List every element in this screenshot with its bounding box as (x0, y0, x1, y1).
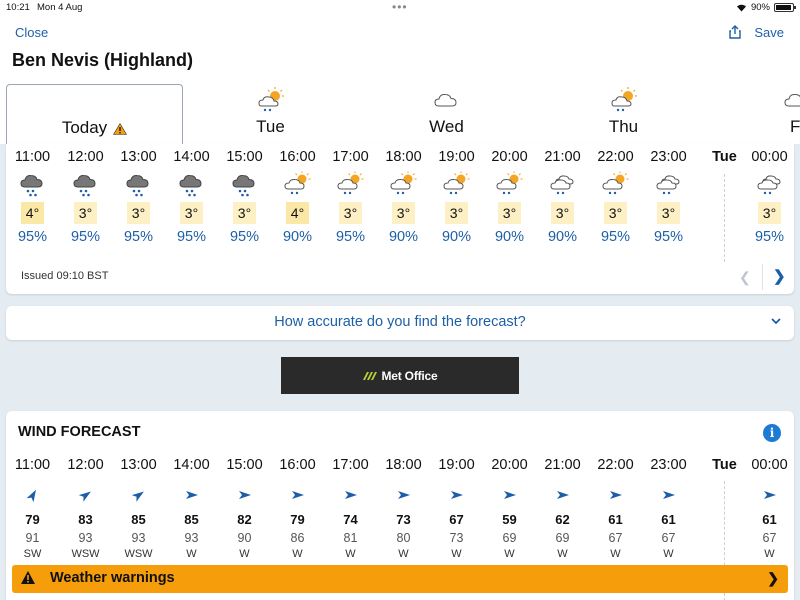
hour-label: 12:00 (67, 457, 104, 473)
wind-direction: W (292, 548, 303, 560)
wind-speed: 67 (661, 531, 676, 545)
precipitation-chance: 95% (653, 229, 684, 245)
wind-gust: 73 (396, 512, 411, 527)
met-office-banner[interactable] (281, 357, 519, 394)
wind-direction: W (610, 548, 621, 560)
hour-column (324, 149, 377, 245)
save-button[interactable]: Save (754, 25, 784, 40)
wind-direction-arrow-icon (536, 488, 589, 504)
met-office-logo-icon (362, 371, 378, 381)
wind-speed: 67 (762, 531, 777, 545)
hour-column (165, 149, 218, 245)
temperature: 3° (604, 202, 627, 224)
wind-direction-arrow-icon (112, 488, 165, 504)
chevron-down-icon (770, 315, 782, 327)
wind-gust: 85 (131, 512, 146, 527)
temperature: 3° (758, 202, 781, 224)
met-office-label: Met Office (381, 368, 438, 383)
temperature: 3° (339, 202, 362, 224)
status-time: 10:21 (6, 2, 30, 13)
wind-speed: 80 (396, 531, 411, 545)
nav-separator (762, 264, 763, 290)
wind-speed: 91 (25, 531, 40, 545)
wind-column (165, 457, 218, 560)
wind-column (59, 457, 112, 560)
hour-label: 22:00 (597, 457, 634, 473)
hour-label: 18:00 (385, 457, 422, 473)
day-divider (724, 174, 725, 262)
tab-tue[interactable] (182, 84, 359, 144)
wind-direction: W (504, 548, 515, 560)
wind-speed: 81 (343, 531, 358, 545)
sun-cloud-rain-icon (255, 86, 287, 114)
precipitation-chance: 90% (494, 229, 525, 245)
hour-label: 18:00 (385, 149, 422, 165)
temperature: 3° (445, 202, 468, 224)
hour-label: 17:00 (332, 457, 369, 473)
weather-warnings-bar[interactable] (12, 565, 788, 593)
wind-speed: 86 (290, 531, 305, 545)
wifi-icon (736, 3, 747, 12)
hour-column (6, 149, 59, 245)
wind-direction: W (239, 548, 250, 560)
precipitation-chance: 95% (70, 229, 101, 245)
hour-label: 12:00 (67, 149, 104, 165)
wind-direction-arrow-icon (324, 488, 377, 504)
wind-direction-arrow-icon (271, 488, 324, 504)
wind-direction-arrow-icon (589, 488, 642, 504)
hour-column (589, 149, 642, 245)
hour-label: 17:00 (332, 149, 369, 165)
heavy-rain-cloud-icon (59, 171, 112, 199)
wind-column (589, 457, 642, 560)
tab-thu[interactable] (535, 84, 712, 144)
tab-fri[interactable] (711, 84, 800, 144)
hour-label: 00:00 (751, 457, 788, 473)
location-title: Ben Nevis (Highland) (12, 50, 194, 70)
wind-gust: 61 (762, 512, 777, 527)
hour-label: 00:00 (751, 149, 788, 165)
cloud-icon (783, 90, 800, 110)
share-icon[interactable] (728, 25, 742, 39)
hour-column (743, 149, 796, 245)
hour-column (271, 149, 324, 245)
wind-gust: 79 (290, 512, 305, 527)
precipitation-chance: 95% (123, 229, 154, 245)
issued-time: Issued 09:10 BST (21, 270, 109, 282)
status-bar (0, 0, 800, 16)
wind-column (483, 457, 536, 560)
hour-column (59, 149, 112, 245)
weather-warnings-label: Weather warnings (50, 570, 175, 586)
precipitation-chance: 90% (547, 229, 578, 245)
wind-direction: WSW (124, 548, 153, 560)
heavy-rain-cloud-icon (112, 171, 165, 199)
tab-wed-label: Wed (429, 117, 464, 136)
precipitation-chance: 95% (600, 229, 631, 245)
wind-direction: W (451, 548, 462, 560)
hour-label: 21:00 (544, 457, 581, 473)
status-right (736, 2, 794, 13)
precipitation-chance: 95% (335, 229, 366, 245)
temperature: 3° (498, 202, 521, 224)
accuracy-prompt: How accurate do you find the forecast? (274, 314, 526, 330)
hour-label: 15:00 (226, 457, 263, 473)
wind-direction-arrow-icon (59, 488, 112, 504)
sun-cloud-rain-icon (430, 171, 483, 199)
hour-column (218, 149, 271, 245)
wind-direction-arrow-icon (642, 488, 695, 504)
close-button[interactable]: Close (15, 25, 49, 40)
hour-column (642, 149, 695, 245)
wind-speed: 90 (237, 531, 252, 545)
wind-direction-arrow-icon (483, 488, 536, 504)
wind-gust: 59 (502, 512, 517, 527)
warning-icon (20, 570, 36, 585)
day-tabs (0, 84, 800, 144)
precipitation-chance: 90% (282, 229, 313, 245)
sun-cloud-rain-icon (377, 171, 430, 199)
hour-label: 16:00 (279, 149, 316, 165)
heavy-rain-cloud-icon (218, 171, 271, 199)
wind-speed: 93 (184, 531, 199, 545)
hour-label: 13:00 (120, 457, 157, 473)
hour-column (536, 149, 589, 245)
hour-label: 11:00 (14, 457, 51, 473)
wind-column (536, 457, 589, 560)
temperature: 3° (74, 202, 97, 224)
wind-speed: 73 (449, 531, 464, 545)
hour-label: 19:00 (438, 457, 475, 473)
hour-label: 19:00 (438, 149, 475, 165)
wind-gust: 61 (661, 512, 676, 527)
hour-label: 23:00 (650, 149, 687, 165)
hour-column (377, 149, 430, 245)
wind-direction-arrow-icon (743, 488, 796, 504)
wind-direction: WSW (71, 548, 100, 560)
cloud-rain-icon (536, 171, 589, 199)
wind-speed: 69 (502, 531, 517, 545)
wind-gust: 61 (608, 512, 623, 527)
sun-cloud-rain-icon (608, 86, 640, 114)
cloud-icon (433, 90, 461, 110)
wind-direction: W (345, 548, 356, 560)
hour-label: 14:00 (173, 149, 210, 165)
precipitation-chance: 95% (176, 229, 207, 245)
wind-column (430, 457, 483, 560)
wind-direction: W (186, 548, 197, 560)
precipitation-chance: 95% (229, 229, 260, 245)
heavy-rain-cloud-icon (6, 171, 59, 199)
wind-gust: 85 (184, 512, 199, 527)
tab-thu-label: Thu (608, 117, 639, 136)
hourly-forecast-card (6, 144, 794, 294)
wind-speed: 93 (131, 531, 146, 545)
wind-column (743, 457, 796, 560)
wind-direction: W (557, 548, 568, 560)
hour-label: 16:00 (279, 457, 316, 473)
precipitation-chance: 90% (441, 229, 472, 245)
heavy-rain-cloud-icon (165, 171, 218, 199)
wind-column (271, 457, 324, 560)
wind-direction: SW (23, 548, 42, 560)
wind-gust: 83 (78, 512, 93, 527)
scroll-left-button[interactable]: ❮ (739, 269, 751, 285)
precipitation-chance: 95% (754, 229, 785, 245)
wind-column (642, 457, 695, 560)
wind-gust: 62 (555, 512, 570, 527)
wind-direction-arrow-icon (165, 488, 218, 504)
temperature: 3° (127, 202, 150, 224)
hour-column (430, 149, 483, 245)
wind-forecast-title: WIND FORECAST (18, 424, 141, 440)
hour-label: 15:00 (226, 149, 263, 165)
day-label: Tue (712, 149, 737, 165)
info-icon[interactable]: i (763, 424, 781, 442)
tab-today[interactable] (6, 84, 183, 144)
hour-label: 20:00 (491, 457, 528, 473)
wind-speed: 93 (78, 531, 93, 545)
status-date: Mon 4 Aug (37, 2, 83, 13)
temperature: 3° (180, 202, 203, 224)
hour-label: 23:00 (650, 457, 687, 473)
wind-direction: W (398, 548, 409, 560)
wind-direction-arrow-icon (6, 488, 59, 504)
sun-cloud-rain-icon (483, 171, 536, 199)
wind-direction-arrow-icon (377, 488, 430, 504)
wind-column (218, 457, 271, 560)
temperature: 3° (657, 202, 680, 224)
wind-direction: W (764, 548, 775, 560)
accuracy-feedback[interactable] (6, 306, 794, 340)
header (0, 16, 800, 144)
temperature: 4° (286, 202, 309, 224)
tab-wed[interactable] (358, 84, 535, 144)
wind-gust: 74 (343, 512, 358, 527)
scroll-right-button[interactable]: ❯ (773, 268, 786, 285)
wind-column (6, 457, 59, 560)
wind-speed: 69 (555, 531, 570, 545)
wind-column (112, 457, 165, 560)
cloud-rain-icon (642, 171, 695, 199)
temperature: 4° (21, 202, 44, 224)
hour-column (112, 149, 165, 245)
multitask-dots-icon[interactable]: ••• (392, 0, 408, 14)
wind-gust: 67 (449, 512, 464, 527)
precipitation-chance: 90% (388, 229, 419, 245)
chevron-right-icon: ❯ (767, 570, 779, 586)
precipitation-chance: 95% (17, 229, 48, 245)
sun-cloud-rain-icon (589, 171, 642, 199)
wind-gust: 82 (237, 512, 252, 527)
cloud-rain-icon (743, 171, 796, 199)
tab-fri-label: F (790, 117, 800, 136)
sun-cloud-rain-icon (324, 171, 377, 199)
hour-label: 20:00 (491, 149, 528, 165)
battery-icon (774, 3, 794, 12)
wind-gust: 79 (25, 512, 40, 527)
hour-label: 22:00 (597, 149, 634, 165)
temperature: 3° (392, 202, 415, 224)
battery-percent: 90% (750, 2, 770, 13)
temperature: 3° (551, 202, 574, 224)
hour-label: 14:00 (173, 457, 210, 473)
tab-tue-label: Tue (256, 117, 285, 136)
hour-column (483, 149, 536, 245)
warning-icon (113, 123, 127, 135)
wind-direction: W (663, 548, 674, 560)
wind-column (377, 457, 430, 560)
hour-label: 21:00 (544, 149, 581, 165)
wind-direction-arrow-icon (430, 488, 483, 504)
hour-label: 11:00 (14, 149, 51, 165)
wind-column (324, 457, 377, 560)
wind-speed: 67 (608, 531, 623, 545)
temperature: 3° (233, 202, 256, 224)
day-label: Tue (712, 457, 737, 473)
sun-cloud-rain-icon (271, 171, 324, 199)
tab-today-label: Today (61, 118, 108, 137)
wind-direction-arrow-icon (218, 488, 271, 504)
hour-label: 13:00 (120, 149, 157, 165)
